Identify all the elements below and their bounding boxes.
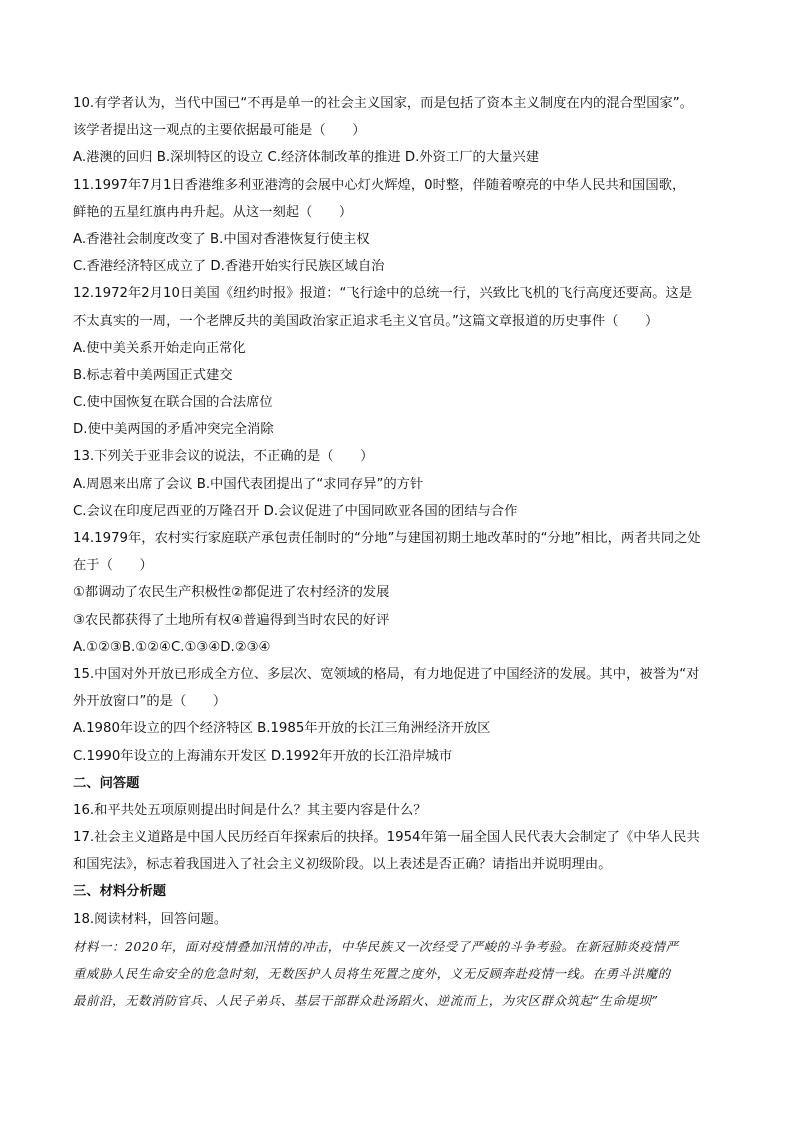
- question-11-stem: 11.1997年7月1日香港维多利亚港湾的会展中心灯火辉煌，0时整，伴随着嘹亮的中华人民共和国国歌，: [73, 177, 686, 193]
- question-10-options: A.港澳的回归 B.深圳特区的设立 C.经济体制改革的推进 D.外资工厂的大量兴建: [73, 150, 540, 166]
- question-14-options: A.①②③B.①②④C.①③④D.②③④: [73, 639, 271, 655]
- question-14-stem: 14.1979年，农村实行家庭联产承包责任制时的“分地”与建国初期土地改革时的“分地”相比，两者共同之处: [73, 531, 701, 546]
- material-one-line-3: 最前沿，无数消防官兵、人民子弟兵、基层干部群众赴汤蹈火、逆流而上，为灾区群众筑起“生命堤坝”: [73, 993, 659, 1009]
- question-15-options-cd: C.1990年设立的上海浦东开发区 D.1992年开放的长江沿岸城市: [73, 748, 453, 764]
- question-12-stem: 12.1972年2月10日美国《纽约时报》报道：“飞行途中的总统一行，兴致比飞机的飞行高度还要高。这是: [73, 286, 693, 302]
- question-15-stem: 15.中国对外开放已形成全方位、多层次、宽领域的格局，有力地促进了中国经济的发展。其中，被誉为“对: [73, 666, 700, 682]
- section-heading-material: 三、材料分析题: [73, 884, 167, 900]
- question-18-instruction: 18.阅读材料，回答问题。: [73, 911, 228, 927]
- question-11-options-cd: C.香港经济特区成立了 D.香港开始实行民族区域自治: [73, 259, 385, 275]
- question-12-option-d: D.使中美两国的矛盾冲突完全消除: [73, 422, 274, 438]
- page-content: [73, 90, 721, 1014]
- question-12-stem-cont: 不太真实的一周，一个老牌反共的美国政治家正追求毛主义官员。”这篇文章报道的历史事件（ ）: [73, 313, 659, 329]
- question-17-stem-cont: 和国宪法》，标志着我国进入了社会主义初级阶段。以上表述是否正确？请指出并说明理由。: [73, 857, 612, 873]
- material-one-line-1: 材料一：2020年，面对疫情叠加汛情的冲击，中华民族又一次经受了严峻的斗争考验。在新冠肺炎疫情严: [73, 938, 679, 954]
- question-13-stem: 13.下列关于亚非会议的说法，不正确的是（ ）: [73, 449, 374, 465]
- question-11-options-ab: A.香港社会制度改变了 B.中国对香港恢复行使主权: [73, 231, 370, 247]
- question-12-option-b: B.标志着中美两国正式建交: [73, 367, 233, 383]
- material-one-line-2: 重威胁人民生命安全的危急时刻，无数医护人员将生死置之度外，义无反顾奔赴疫情一线。在勇斗洪魔的: [73, 966, 671, 981]
- question-12-option-a: A.使中美关系开始走向正常化: [73, 340, 246, 356]
- section-heading-qa: 二、问答题: [73, 775, 140, 791]
- question-14-statements-34: ③农民都获得了土地所有权④普遍得到当时农民的好评: [73, 612, 390, 628]
- question-15-options-ab: A.1980年设立的四个经济特区 B.1985年开放的长江三角洲经济开放区: [73, 721, 491, 737]
- question-12-option-c: C.使中国恢复在联合国的合法席位: [73, 395, 273, 411]
- question-15-stem-cont: 外开放窗口”的是（ ）: [73, 694, 227, 710]
- question-13-options-ab: A.周恩来出席了会议 B.中国代表团提出了“求同存异”的方针: [73, 476, 424, 492]
- question-17-stem: 17.社会主义道路是中国人民历经百年探索后的抉择。1954年第一届全国人民代表大会制定了《中华人民共: [73, 830, 700, 846]
- question-11-stem-cont: 鲜艳的五星红旗冉冉升起。从这一刻起（ ）: [73, 204, 353, 220]
- question-13-options-cd: C.会议在印度尼西亚的万隆召开 D.会议促进了中国同欧亚各国的团结与合作: [73, 503, 518, 519]
- question-10-stem: 10.有学者认为，当代中国已“不再是单一的社会主义国家，而是包括了资本主义制度在内的混合型国家”。: [73, 96, 693, 111]
- question-14-stem-cont: 在于（ ）: [73, 558, 153, 574]
- question-16: 16.和平共处五项原则提出时间是什么？其主要内容是什么？: [73, 802, 427, 818]
- question-14-statements-12: ①都调动了农民生产积极性②都促进了农村经济的发展: [73, 585, 390, 601]
- question-10-stem-cont: 该学者提出这一观点的主要依据最可能是（ ）: [73, 123, 366, 139]
